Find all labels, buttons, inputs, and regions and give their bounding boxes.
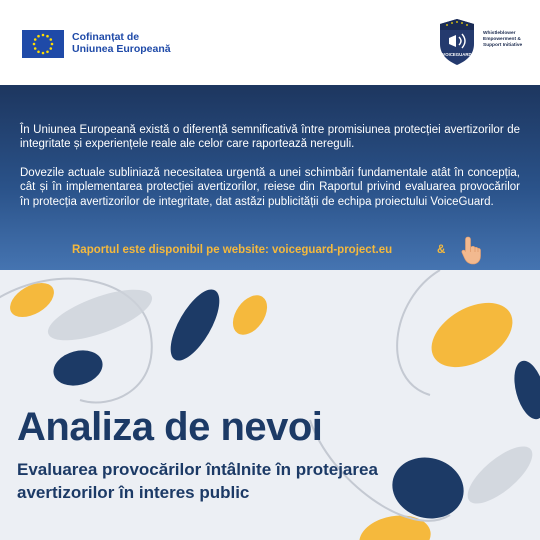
deco-ring-right [397,270,440,395]
deco-blob-grey-right [459,437,540,513]
eu-star [37,50,40,53]
eu-star [33,43,36,46]
eu-star [51,43,54,46]
deco-blob-navy-top [161,282,229,367]
ampersand-text: & [437,244,446,256]
eu-star [42,34,45,37]
voiceguard-shield-logo [436,18,478,66]
deco-blob-navy [49,345,106,391]
eu-label-line2: Uniunea Europeană [72,43,171,55]
info-panel [0,85,540,270]
logo-tagline: Whistleblower Empowerment & Support Initiative [483,31,523,48]
eu-star [46,35,49,38]
report-website-link[interactable]: Raportul este disponibil pe website: voiceguard-project.eu [72,244,393,256]
deco-blob-navy-right [509,357,540,422]
evidence-paragraph: Dovezile actuale subliniază necesitatea urgentă a unei schimbări fundamentale atât în concepția, cât și în implementarea protecției avertizorilor, reiese din Raportul privind evaluarea provocărilor în protecția avertizorilor de integritate, dat astăzi publicității de echipa proiectului VoiceGuard. [20,167,520,208]
eu-star [34,38,37,41]
logo-wordmark: VOICEGUARD [442,52,472,57]
eu-star [42,52,45,55]
eu-star [34,47,37,50]
deco-blob-yellow-mid [226,289,274,341]
page-title: Analiza de nevoi [17,405,323,449]
eu-star [37,35,40,38]
hero-section [0,270,540,540]
eu-label-line1: Cofinanțat de [72,31,140,43]
eu-flag-icon [22,30,64,58]
header-bar [0,0,540,85]
pointing-hand-icon [459,235,485,267]
eu-cofunding-label [72,31,171,55]
deco-blob-grey [42,279,158,350]
intro-paragraph: În Uniunea Europeană există o diferență semnificativă între promisiunea protecției avertizorilor de integritate și experiențele reale ale celor care raportează nereguli. [20,124,520,151]
page-subtitle: Evaluarea provocărilor întâlnite în protejarea avertizorilor în interes public [17,460,378,502]
eu-star [49,38,52,41]
eu-star [49,47,52,50]
deco-blob-yellow-right [420,290,523,381]
eu-star [46,50,49,53]
